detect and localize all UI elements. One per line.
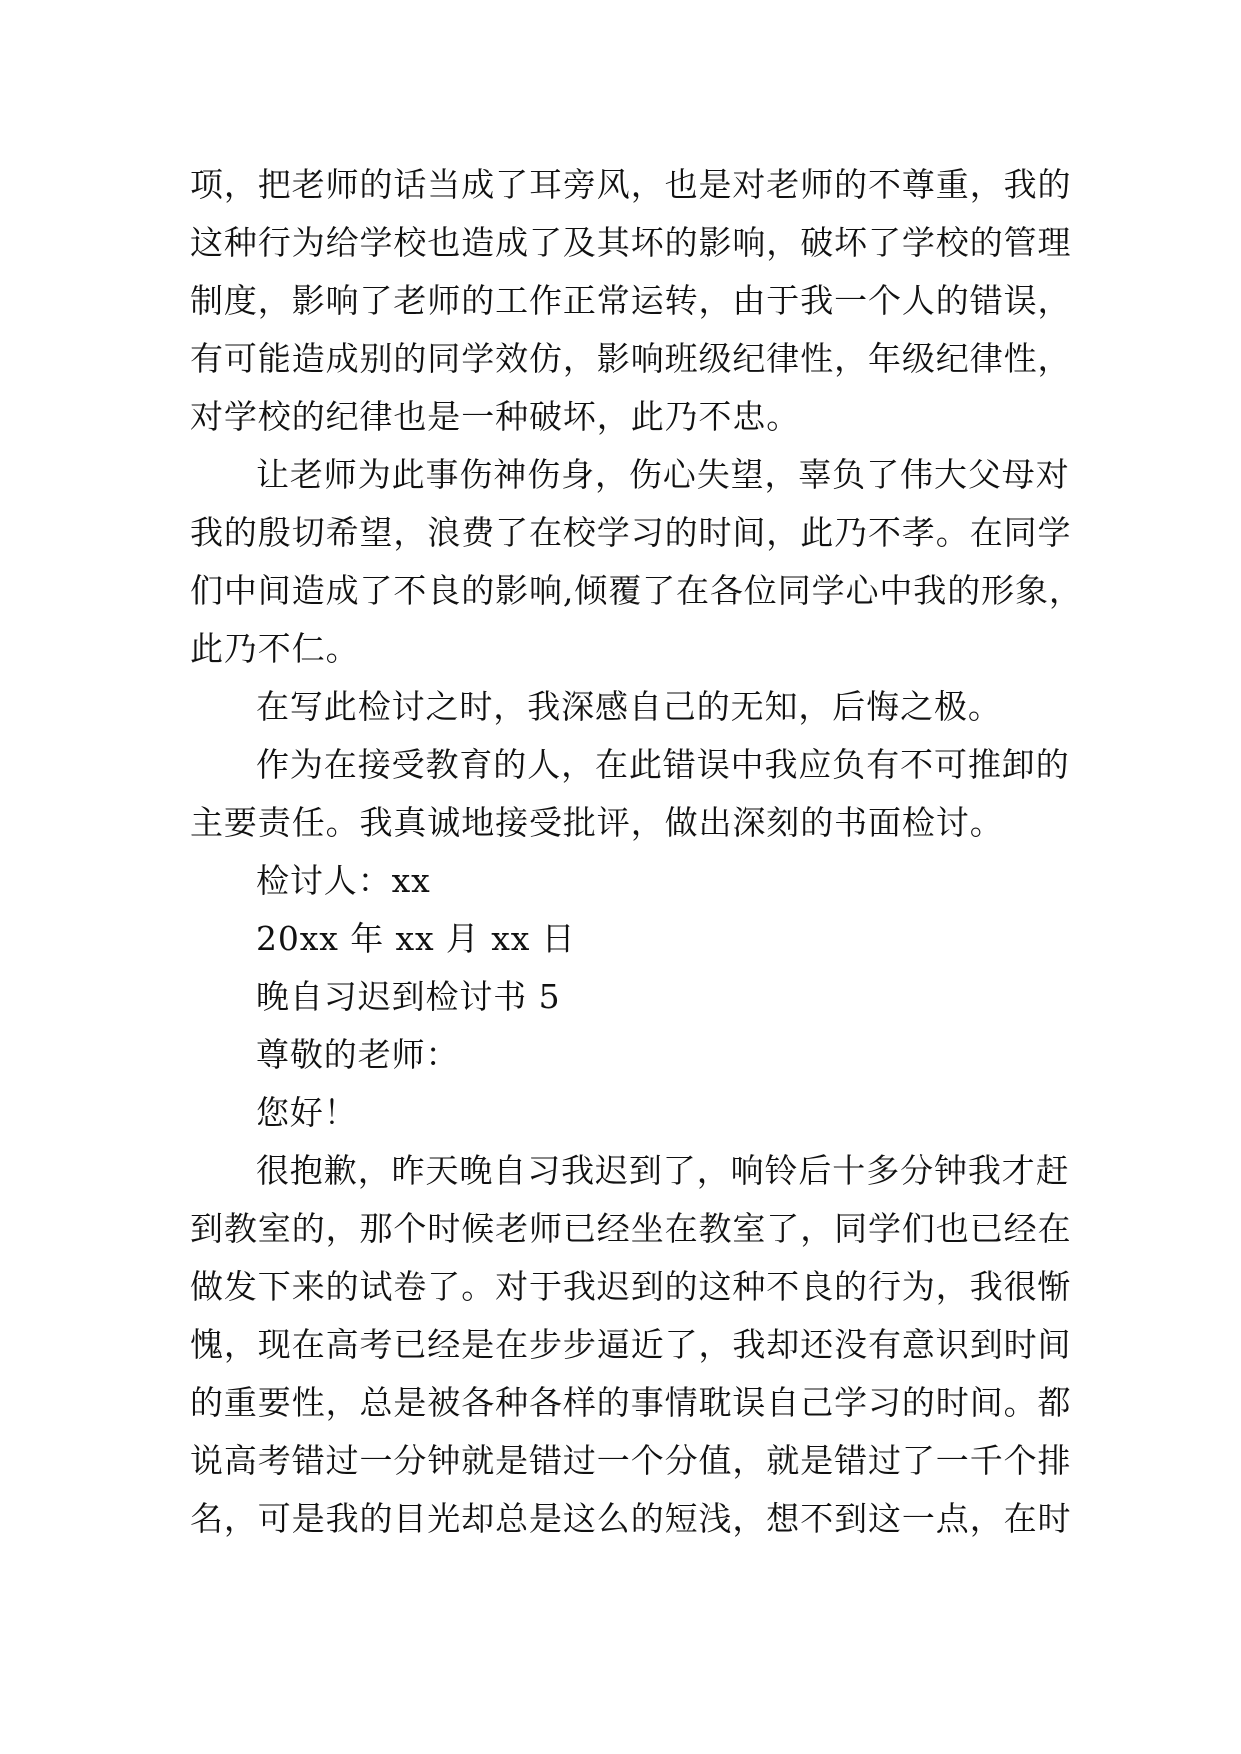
- text-line: 有可能造成别的同学效仿，影响班级纪律性，年级纪律性，: [190, 339, 1072, 378]
- text-line: 做发下来的试卷了。对于我迟到的这种不良的行为，我很惭: [190, 1267, 1072, 1306]
- text-line: 愧，现在高考已经是在步步逼近了，我却还没有意识到时间: [190, 1325, 1072, 1364]
- text-line: 的重要性，总是被各种各样的事情耽误自己学习的时间。都: [190, 1383, 1072, 1422]
- signature-line: 检讨人：xx: [256, 861, 431, 900]
- text-line: 对学校的纪律也是一种破坏，此乃不忠。: [190, 397, 801, 436]
- text-line: 到教室的，那个时候老师已经坐在教室了，同学们也已经在: [190, 1209, 1072, 1248]
- salutation-line: 尊敬的老师：: [256, 1035, 460, 1074]
- text-line: 项，把老师的话当成了耳旁风，也是对老师的不尊重，我的: [190, 165, 1072, 204]
- paragraph-start-line: 在写此检讨之时，我深感自己的无知，后悔之极。: [256, 687, 1002, 726]
- text-line: 说高考错过一分钟就是错过一个分值，就是错过了一千个排: [190, 1441, 1072, 1480]
- text-line: 我的殷切希望，浪费了在校学习的时间，此乃不孝。在同学: [190, 513, 1072, 552]
- text-line: 这种行为给学校也造成了及其坏的影响，破坏了学校的管理: [190, 223, 1072, 262]
- text-line: 此乃不仁。: [190, 629, 360, 668]
- section-title: 晚自习迟到检讨书 5: [256, 977, 561, 1016]
- text-line: 们中间造成了不良的影响,倾覆了在各位同学心中我的形象，: [190, 571, 1083, 610]
- text-line: 名，可是我的目光却总是这么的短浅，想不到这一点，在时: [190, 1499, 1072, 1538]
- paragraph-start-line: 让老师为此事伤神伤身，伤心失望，辜负了伟大父母对: [256, 455, 1070, 494]
- text-line: 制度，影响了老师的工作正常运转，由于我一个人的错误，: [190, 281, 1072, 320]
- paragraph-start-line: 很抱歉，昨天晚自习我迟到了，响铃后十多分钟我才赶: [256, 1151, 1070, 1190]
- text-line: 主要责任。我真诚地接受批评，做出深刻的书面检讨。: [190, 803, 1004, 842]
- paragraph-start-line: 作为在接受教育的人，在此错误中我应负有不可推卸的: [256, 745, 1070, 784]
- document-body: [190, 156, 1083, 1548]
- date-line: 20xx 年 xx 月 xx 日: [256, 919, 576, 958]
- greeting-line: 您好！: [256, 1093, 358, 1132]
